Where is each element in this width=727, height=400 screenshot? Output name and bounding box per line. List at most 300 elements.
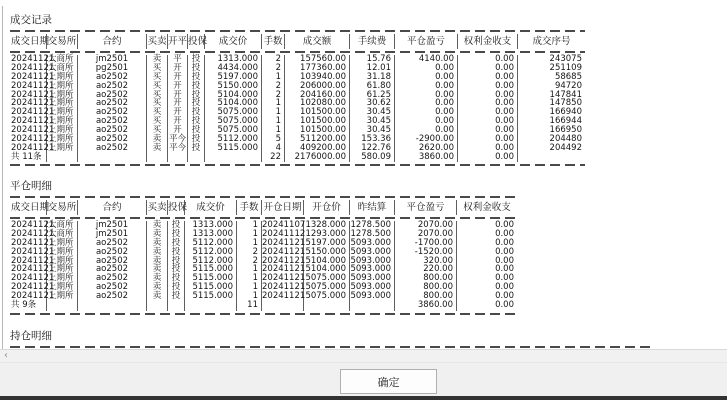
- table-cell: 0.00: [395, 64, 458, 73]
- table-cell: 20241121: [11, 80, 55, 91]
- table-cell: 卖: [147, 135, 168, 144]
- table-cell: 1: [262, 99, 285, 108]
- column-header: 投保: [188, 36, 208, 47]
- table-cell: 20241121: [262, 282, 306, 293]
- table-cell: 买: [147, 126, 168, 135]
- column-header: 交易所: [47, 202, 77, 213]
- scroll-left-arrow-icon[interactable]: ‹: [4, 350, 8, 361]
- table-cell: 共 9条: [10, 301, 47, 311]
- table-cell: 101500.00: [285, 108, 350, 117]
- table-cell: [47, 301, 78, 311]
- table-cell: -1700.00: [395, 239, 457, 248]
- table-cell: 卖: [147, 239, 168, 248]
- table-cell: 卖: [147, 283, 168, 292]
- table-cell: 1: [262, 117, 285, 126]
- table-cell: 0.00: [395, 99, 458, 108]
- table-cell: 20241121: [11, 246, 55, 257]
- table-cell: [262, 301, 304, 311]
- table-cell: 20241121: [11, 62, 55, 73]
- table-cell: 投: [188, 144, 205, 153]
- table-cell: 5112.000: [185, 248, 237, 257]
- table-cell: jm2501: [78, 230, 147, 239]
- table-cell: 20241121: [11, 71, 55, 82]
- table-cell: 157560.00: [285, 55, 350, 64]
- table-cell: 2: [262, 55, 285, 64]
- table-cell: 102080.00: [285, 99, 350, 108]
- divider: [10, 196, 517, 198]
- table-cell: 1: [237, 230, 262, 239]
- table-cell: 20241121: [11, 134, 55, 145]
- table-cell: 204480: [549, 134, 582, 145]
- table-cell: [304, 301, 350, 311]
- table-cell: ao2502: [78, 274, 147, 283]
- table-cell: 20241121: [11, 125, 55, 136]
- table-cell: 0.00: [395, 117, 458, 126]
- trade-records-section: [10, 14, 585, 168]
- table-cell: 上期所: [47, 283, 78, 292]
- table-cell: 1313.000: [205, 55, 262, 64]
- table-cell: 20241121: [262, 273, 306, 284]
- table-cell: 61.25: [350, 91, 395, 100]
- table-cell: 5093.000: [350, 274, 395, 283]
- table-cell: 卖: [147, 257, 168, 266]
- table-cell: 147841: [549, 89, 582, 100]
- table-cell: 0.00: [458, 55, 518, 64]
- table-cell: 2: [237, 248, 262, 257]
- table-cell: 20241121: [262, 291, 306, 302]
- table-cell: 买: [147, 91, 168, 100]
- position-details-title: 持仓明细: [10, 330, 52, 342]
- table-cell: 166950: [549, 125, 582, 136]
- table-cell: 20241121: [262, 264, 306, 275]
- table-cell: 0.00: [458, 126, 518, 135]
- divider: [10, 30, 585, 32]
- table-cell: 开: [168, 64, 188, 73]
- table-cell: 上期所: [47, 126, 78, 135]
- table-cell: 5075.000: [304, 274, 350, 283]
- table-cell: [78, 301, 147, 311]
- table-cell: 5197.000: [304, 239, 350, 248]
- table-cell: ao2502: [78, 239, 147, 248]
- table-cell: 5115.000: [205, 144, 262, 153]
- table-cell: 5093.000: [350, 239, 395, 248]
- table-cell: 5075.000: [304, 292, 350, 301]
- table-cell: 101500.00: [285, 117, 350, 126]
- table-cell: 0.00: [458, 73, 518, 82]
- table-cell: 投: [168, 257, 185, 266]
- table-cell: -2900.00: [395, 135, 458, 144]
- table-cell: ao2502: [78, 82, 147, 91]
- table-cell: 20241121: [11, 107, 55, 118]
- column-header: 成交价: [185, 200, 237, 215]
- table-cell: 0.00: [495, 282, 514, 293]
- table-cell: 101500.00: [285, 126, 350, 135]
- table-cell: ao2502: [78, 144, 147, 153]
- confirm-button[interactable]: 确定: [340, 369, 437, 394]
- table-cell: 0.00: [458, 108, 518, 117]
- table-cell: 上期所: [47, 257, 78, 266]
- close-details-title: 平仓明细: [10, 180, 52, 192]
- table-cell: 上期所: [47, 274, 78, 283]
- table-cell: 5093.000: [350, 248, 395, 257]
- table-cell: 0.00: [495, 220, 514, 230]
- table-cell: 2620.00: [395, 144, 458, 153]
- column-header: 合约: [78, 200, 147, 215]
- table-cell: 开: [168, 99, 188, 108]
- table-cell: 平今: [168, 134, 186, 145]
- trade-records-title: 成交记录: [10, 14, 52, 26]
- table-cell: 卖: [147, 144, 168, 153]
- table-cell: ao2502: [78, 126, 147, 135]
- table-cell: [188, 153, 205, 163]
- table-cell: 20241121: [11, 142, 55, 153]
- table-cell: 1: [237, 283, 262, 292]
- table-cell: 买: [147, 117, 168, 126]
- table-cell: 卖: [147, 292, 168, 301]
- table-cell: ao2502: [78, 292, 147, 301]
- table-cell: 投: [168, 239, 185, 248]
- table-cell: 20241121: [262, 255, 306, 266]
- table-cell: 买: [147, 82, 168, 91]
- table-header-row: [10, 34, 585, 49]
- table-cell: 580.09: [350, 153, 395, 163]
- table-cell: 投: [188, 91, 205, 100]
- table-cell: 上期所: [47, 99, 78, 108]
- table-cell: 0.00: [458, 153, 518, 163]
- table-cell: 20241121: [11, 255, 55, 266]
- table-cell: 166944: [549, 116, 582, 127]
- table-cell: 147850: [549, 98, 582, 109]
- close-details-table: [10, 200, 517, 315]
- table-cell: 0.00: [495, 255, 514, 266]
- table-cell: 4140.00: [395, 55, 458, 64]
- table-cell: 20241121: [11, 228, 55, 239]
- table-cell: 5150.000: [205, 82, 262, 91]
- table-cell: 2070.00: [395, 221, 457, 230]
- table-cell: 5197.000: [205, 73, 262, 82]
- table-cell: 206000.00: [285, 82, 350, 91]
- table-cell: 上期所: [47, 73, 78, 82]
- table-cell: 2: [262, 91, 285, 100]
- table-cell: 平今: [168, 142, 186, 153]
- column-header: 成交日期: [11, 36, 50, 47]
- table-cell: 2: [237, 257, 262, 266]
- table-cell: 投: [168, 248, 185, 257]
- table-cell: 投: [188, 117, 205, 126]
- table-cell: 20241121: [11, 220, 55, 230]
- table-cell: 20241121: [11, 264, 55, 275]
- position-details-section: [10, 330, 650, 350]
- table-cell: 20241121: [11, 54, 55, 64]
- table-cell: 103940.00: [285, 73, 350, 82]
- table-cell: 409200.00: [285, 144, 350, 153]
- table-cell: 1: [237, 292, 262, 301]
- table-cell: 5093.000: [350, 265, 395, 274]
- table-cell: -1520.00: [395, 248, 457, 257]
- column-header: 开仓日期: [262, 200, 304, 215]
- table-cell: 2070.00: [395, 230, 457, 239]
- table-cell: 1: [237, 274, 262, 283]
- table-cell: 1: [237, 265, 262, 274]
- window-left-edge: [2, 6, 3, 350]
- table-cell: 卖: [147, 55, 168, 64]
- table-cell: 1: [262, 126, 285, 135]
- table-cell: 5075.000: [304, 283, 350, 292]
- table-cell: 大商所: [47, 64, 78, 73]
- table-cell: 20241121: [11, 98, 55, 109]
- table-cell: 800.00: [395, 292, 457, 301]
- table-cell: 3860.00: [395, 301, 457, 311]
- column-header: 手数: [262, 34, 285, 49]
- table-cell: 卖: [147, 274, 168, 283]
- column-header: 交易所: [47, 36, 77, 47]
- divider: [10, 164, 585, 166]
- table-cell: ao2502: [78, 99, 147, 108]
- table-cell: 20241121: [262, 246, 306, 257]
- table-cell: 1278.500: [350, 230, 395, 239]
- table-cell: 投: [168, 221, 185, 230]
- table-cell: 卖: [147, 221, 168, 230]
- table-cell: 0.00: [495, 228, 514, 239]
- table-cell: ao2502: [78, 248, 147, 257]
- column-header: 成交价: [205, 34, 262, 49]
- table-cell: ao2502: [78, 265, 147, 274]
- column-header: 手续费: [350, 34, 395, 49]
- table-cell: 1: [237, 239, 262, 248]
- table-cell: 1: [237, 221, 262, 230]
- column-header: 平仓盈亏: [395, 34, 458, 49]
- table-cell: 卖: [147, 230, 168, 239]
- table-cell: 开: [168, 73, 188, 82]
- table-cell: 800.00: [395, 283, 457, 292]
- table-cell: 251109: [549, 62, 582, 73]
- table-cell: 204492: [549, 142, 582, 153]
- table-cell: 0.00: [458, 135, 518, 144]
- column-header: 权利金收支: [463, 202, 511, 213]
- table-cell: 5104.000: [205, 99, 262, 108]
- table-cell: 投: [168, 230, 185, 239]
- column-header: 合约: [78, 34, 147, 49]
- table-cell: 20241121: [11, 273, 55, 284]
- table-cell: 31.18: [350, 73, 395, 82]
- table-cell: 5104.000: [304, 257, 350, 266]
- table-cell: jm2501: [78, 55, 147, 64]
- table-cell: 12.01: [350, 64, 395, 73]
- column-header: 投保: [168, 202, 188, 213]
- table-cell: 投: [168, 265, 185, 274]
- column-header: 权利金收支: [458, 34, 518, 49]
- table-cell: 5104.000: [205, 91, 262, 100]
- dialog-footer: [0, 362, 727, 397]
- table-cell: 投: [188, 135, 205, 144]
- table-cell: 2176000.00: [285, 153, 350, 163]
- table-cell: 0.00: [495, 291, 514, 302]
- table-cell: [47, 153, 78, 163]
- column-header: 成交额: [285, 34, 350, 49]
- table-cell: 4434.000: [205, 64, 262, 73]
- table-cell: 5112.000: [185, 239, 237, 248]
- table-total-row: [10, 153, 585, 163]
- table-cell: 投: [188, 99, 205, 108]
- table-cell: 5093.000: [350, 257, 395, 266]
- table-cell: 上期所: [47, 292, 78, 301]
- table-cell: 0.00: [395, 73, 458, 82]
- table-cell: 3860.00: [395, 153, 458, 163]
- table-cell: 320.00: [395, 257, 457, 266]
- divider: [10, 346, 650, 348]
- table-cell: 11: [237, 301, 262, 311]
- table-cell: 开: [168, 108, 188, 117]
- table-total-row: [10, 301, 517, 311]
- table-cell: 30.62: [350, 99, 395, 108]
- table-cell: 5115.000: [185, 292, 237, 301]
- table-cell: 1328.000: [304, 221, 350, 230]
- table-cell: 开: [168, 82, 188, 91]
- table-cell: 投: [168, 292, 185, 301]
- table-cell: 22: [262, 153, 285, 163]
- table-cell: 800.00: [395, 274, 457, 283]
- table-cell: 122.76: [350, 144, 395, 153]
- table-cell: 61.80: [350, 82, 395, 91]
- column-header: 昨结算: [350, 200, 395, 215]
- table-cell: 共 11条: [10, 153, 47, 163]
- table-cell: 上期所: [47, 82, 78, 91]
- table-cell: 上期所: [47, 265, 78, 274]
- table-cell: ao2502: [78, 108, 147, 117]
- table-cell: 大商所: [47, 221, 78, 230]
- column-header: 开平: [168, 36, 188, 47]
- table-cell: 5075.000: [205, 108, 262, 117]
- table-cell: 5: [262, 135, 285, 144]
- table-cell: 177360.00: [285, 64, 350, 73]
- table-cell: 20241112: [262, 228, 306, 239]
- table-cell: [147, 153, 168, 163]
- table-cell: [168, 301, 185, 311]
- table-cell: 0.00: [495, 264, 514, 275]
- table-cell: [185, 301, 237, 311]
- table-cell: 5115.000: [185, 274, 237, 283]
- table-cell: 0.00: [458, 117, 518, 126]
- table-cell: 20241121: [11, 282, 55, 293]
- table-cell: 0.00: [458, 99, 518, 108]
- trade-records-table: [10, 34, 585, 166]
- table-cell: 30.45: [350, 126, 395, 135]
- table-cell: [147, 301, 168, 311]
- column-header: 成交序号: [532, 36, 571, 47]
- table-cell: 投: [168, 274, 185, 283]
- table-cell: 5075.000: [205, 126, 262, 135]
- horizontal-scrollbar[interactable]: [0, 349, 727, 363]
- table-cell: [168, 153, 188, 163]
- table-cell: 大商所: [47, 55, 78, 64]
- table-cell: 买: [147, 64, 168, 73]
- table-cell: 卖: [147, 248, 168, 257]
- column-header: 买卖: [147, 36, 167, 47]
- table-cell: 1: [262, 73, 285, 82]
- table-cell: ao2502: [78, 135, 147, 144]
- table-cell: 0.00: [458, 91, 518, 100]
- column-header: 买卖: [147, 202, 167, 213]
- table-cell: 0.00: [495, 300, 514, 311]
- table-cell: [78, 153, 147, 163]
- table-cell: 上期所: [47, 108, 78, 117]
- table-cell: 1313.000: [185, 230, 237, 239]
- table-cell: 卖: [147, 265, 168, 274]
- table-cell: 0.00: [458, 64, 518, 73]
- table-cell: 511200.00: [285, 135, 350, 144]
- column-header: 平仓盈亏: [395, 200, 457, 215]
- table-cell: 投: [188, 73, 205, 82]
- table-cell: 投: [188, 55, 205, 64]
- table-cell: 5093.000: [350, 283, 395, 292]
- table-cell: 30.45: [350, 117, 395, 126]
- table-cell: 开: [168, 117, 188, 126]
- table-cell: jm2501: [78, 221, 147, 230]
- table-cell: 204160.00: [285, 91, 350, 100]
- table-cell: 5112.000: [185, 257, 237, 266]
- table-cell: ao2502: [78, 283, 147, 292]
- table-cell: 投: [168, 283, 185, 292]
- table-cell: 0.00: [495, 273, 514, 284]
- table-cell: 上期所: [47, 248, 78, 257]
- table-cell: ao2502: [78, 91, 147, 100]
- table-cell: 5104.000: [304, 265, 350, 274]
- table-cell: 5093.000: [350, 292, 395, 301]
- table-cell: 0.00: [395, 126, 458, 135]
- table-cell: 5115.000: [185, 265, 237, 274]
- column-header: 开仓价: [304, 200, 350, 215]
- table-cell: 20241121: [11, 237, 55, 248]
- divider: [10, 51, 585, 53]
- table-cell: ao2502: [78, 73, 147, 82]
- table-cell: pg2501: [78, 64, 147, 73]
- table-cell: 大商所: [47, 230, 78, 239]
- table-cell: 20241107: [262, 220, 306, 230]
- table-cell: 2: [262, 64, 285, 73]
- table-cell: 1278.500: [350, 221, 395, 230]
- table-cell: 20241121: [262, 237, 306, 248]
- table-cell: 5115.000: [185, 283, 237, 292]
- table-cell: [350, 301, 395, 311]
- table-cell: 94720: [554, 80, 582, 91]
- window-bottom-edge: [0, 396, 727, 400]
- table-cell: ao2502: [78, 257, 147, 266]
- table-cell: 20241121: [11, 291, 55, 302]
- table-cell: ao2502: [78, 117, 147, 126]
- table-cell: 1293.000: [304, 230, 350, 239]
- table-cell: 20241121: [11, 89, 55, 100]
- table-cell: 平: [168, 55, 188, 64]
- table-cell: 0.00: [395, 108, 458, 117]
- table-cell: 243075: [549, 54, 582, 64]
- close-details-section: [10, 180, 517, 317]
- table-cell: 投: [188, 108, 205, 117]
- table-cell: 30.45: [350, 108, 395, 117]
- column-header: 成交日期: [11, 202, 50, 213]
- table-cell: [518, 153, 585, 163]
- table-cell: 0.00: [495, 246, 514, 257]
- table-cell: 上期所: [47, 135, 78, 144]
- table-cell: 5075.000: [205, 117, 262, 126]
- table-cell: 0.00: [395, 91, 458, 100]
- table-cell: 2: [262, 82, 285, 91]
- table-cell: 买: [147, 73, 168, 82]
- table-cell: 买: [147, 99, 168, 108]
- table-cell: 58685: [554, 71, 582, 82]
- table-cell: 1313.000: [185, 221, 237, 230]
- table-cell: 0.00: [495, 237, 514, 248]
- table-header-row: [10, 200, 517, 215]
